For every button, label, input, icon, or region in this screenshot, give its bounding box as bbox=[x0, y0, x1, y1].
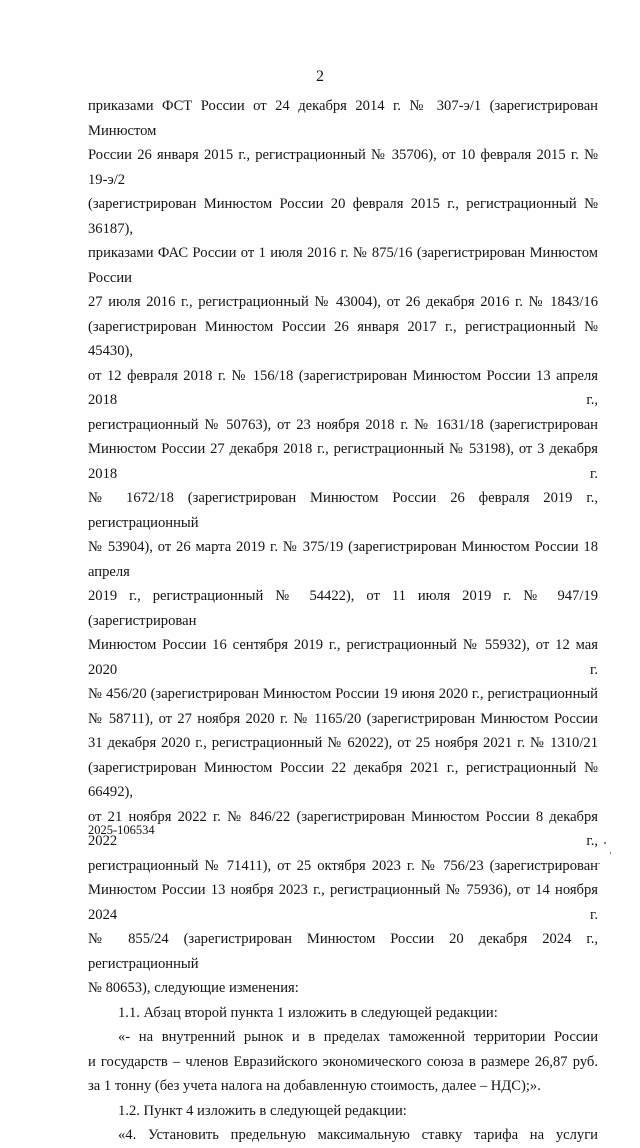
paragraph-line: № 855/24 (зарегистрирован Минюстом России 20 декабря 2024 г., регистрационный bbox=[88, 931, 598, 972]
page-number: 2 bbox=[316, 68, 324, 85]
paragraph-line: России 26 января 2015 г., регистрационный № 35706), от 10 февраля 2015 г. № 19-э/2 bbox=[88, 147, 598, 188]
paragraph-line-first: приказами ФСТ России от 24 декабря 2014 г. № 307-э/1 (зарегистрирован Минюстом bbox=[88, 98, 598, 139]
paragraph-line: от 21 ноября 2022 г. № 846/22 (зарегистрирован Минюстом России 8 декабря 2022 г., bbox=[88, 808, 598, 849]
scan-speck bbox=[604, 842, 606, 844]
paragraph-line-first: «4. Установить предельную максимальную ставку тарифа на услуги bbox=[118, 1127, 598, 1143]
paragraph-line: от 12 февраля 2018 г. № 156/18 (зарегистрирован Минюстом России 13 апреля 2018 г., bbox=[88, 367, 598, 408]
paragraph-line: и государств – членов Евразийского экономического союза в размере 26,87 руб. bbox=[88, 1053, 598, 1070]
paragraph-line: № 58711), от 27 ноября 2020 г. № 1165/20 (зарегистрирован Минюстом России bbox=[88, 710, 598, 727]
paragraph-line: № 456/20 (зарегистрирован Минюстом России 19 июня 2020 г., регистрационный bbox=[88, 686, 598, 702]
paragraph-line: регистрационный № 71411), от 25 октября 2023 г. № 756/23 (зарегистрирован bbox=[88, 857, 598, 874]
paragraph-line-first: 1.2. Пункт 4 изложить в следующей редакции: bbox=[118, 1102, 407, 1119]
paragraph-line: Минюстом России 27 декабря 2018 г., регистрационный № 53198), от 3 декабря 2018 г. bbox=[88, 441, 598, 482]
paragraph-line-first: «- на внутренний рынок и в пределах таможенной территории России bbox=[118, 1029, 598, 1045]
scan-speck bbox=[610, 852, 611, 854]
paragraph-line: приказами ФАС России от 1 июля 2016 г. № 875/16 (зарегистрирован Минюстом России bbox=[88, 245, 598, 286]
paragraph-line: (зарегистрирован Минюстом России 22 декабря 2021 г., регистрационный № 66492), bbox=[88, 759, 598, 800]
paragraph-line: (зарегистрирован Минюстом России 26 января 2017 г., регистрационный № 45430), bbox=[88, 318, 598, 359]
paragraph-line: регистрационный № 50763), от 23 ноября 2018 г. № 1631/18 (зарегистрирован bbox=[88, 416, 598, 433]
paragraph-line: 2019 г., регистрационный № 54422), от 11 июля 2019 г. № 947/19 (зарегистрирован bbox=[88, 588, 598, 629]
document-id: 2025-106534 bbox=[88, 823, 155, 837]
paragraph-line: (зарегистрирован Минюстом России 20 февраля 2015 г., регистрационный № 36187), bbox=[88, 196, 598, 237]
paragraph-line-first: 1.1. Абзац второй пункта 1 изложить в следующей редакции: bbox=[118, 1004, 498, 1021]
paragraph-line: № 80653), следующие изменения: bbox=[88, 980, 299, 996]
paragraph-line: за 1 тонну (без учета налога на добавленную стоимость, далее – НДС);». bbox=[88, 1078, 541, 1094]
scan-speck bbox=[598, 863, 600, 864]
document-body bbox=[88, 94, 598, 1148]
paragraph-line: 27 июля 2016 г., регистрационный № 43004), от 26 декабря 2016 г. № 1843/16 bbox=[88, 294, 598, 310]
paragraph-line: 31 декабря 2020 г., регистрационный № 62022), от 25 ноября 2021 г. № 1310/21 bbox=[88, 735, 598, 751]
paragraph-line: Минюстом России 13 ноября 2023 г., регистрационный № 75936), от 14 ноября 2024 г. bbox=[88, 882, 598, 923]
paragraph-line: Минюстом России 16 сентября 2019 г., регистрационный № 55932), от 12 мая 2020 г. bbox=[88, 637, 598, 678]
paragraph-line: № 1672/18 (зарегистрирован Минюстом России 26 февраля 2019 г., регистрационный bbox=[88, 490, 598, 531]
paragraph-line: № 53904), от 26 марта 2019 г. № 375/19 (зарегистрирован Минюстом России 18 апреля bbox=[88, 539, 598, 580]
